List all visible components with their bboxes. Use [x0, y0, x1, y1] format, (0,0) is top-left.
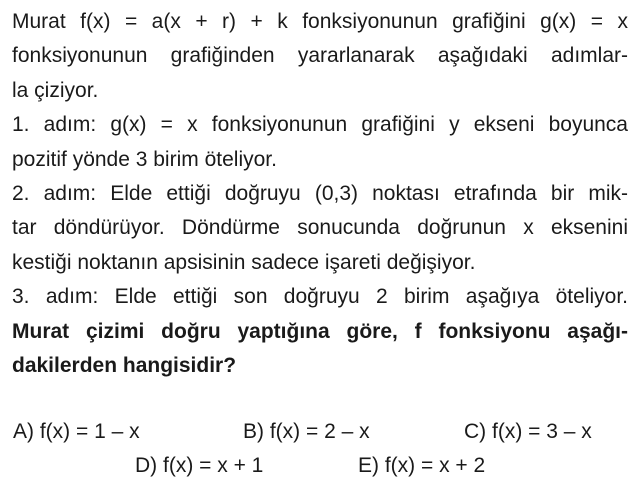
step-2-line: 2. adım: Elde ettiği doğruyu (0,3) noktası etrafında bir mik-	[12, 182, 628, 206]
step-1-line: 1. adım: g(x) = x fonksiyonunun grafiğini y ekseni boyunca	[12, 113, 628, 137]
option-e[interactable]: E) f(x) = x + 2	[358, 454, 486, 477]
option-c[interactable]: C) f(x) = 3 – x	[464, 420, 592, 443]
question-line: fonksiyonunun grafiğinden yararlanarak aşağıdaki adımlar-	[12, 44, 628, 68]
step-3-line: 3. adım: Elde ettiği son doğruyu 2 birim aşağıya öteliyor.	[12, 285, 628, 309]
option-a[interactable]: A) f(x) = 1 – x	[13, 420, 140, 443]
step-2-line: kestiği noktanın apsisinin sadece işareti değişiyor.	[12, 250, 476, 274]
option-d[interactable]: D) f(x) = x + 1	[135, 454, 264, 477]
question-line: la çiziyor.	[12, 78, 99, 102]
question-line: Murat f(x) = a(x + r) + k fonksiyonunun grafiğini g(x) = x	[12, 10, 628, 33]
step-2-line: tar döndürüyor. Döndürme sonucunda doğrunun x eksenini	[12, 216, 628, 240]
option-b[interactable]: B) f(x) = 2 – x	[243, 420, 370, 443]
step-1-line: pozitif yönde 3 birim öteliyor.	[12, 147, 277, 171]
question-prompt: Murat çizimi doğru yaptığına göre, f fonksiyonu aşağı-	[12, 319, 628, 343]
question-prompt: dakilerden hangisidir?	[12, 354, 237, 378]
